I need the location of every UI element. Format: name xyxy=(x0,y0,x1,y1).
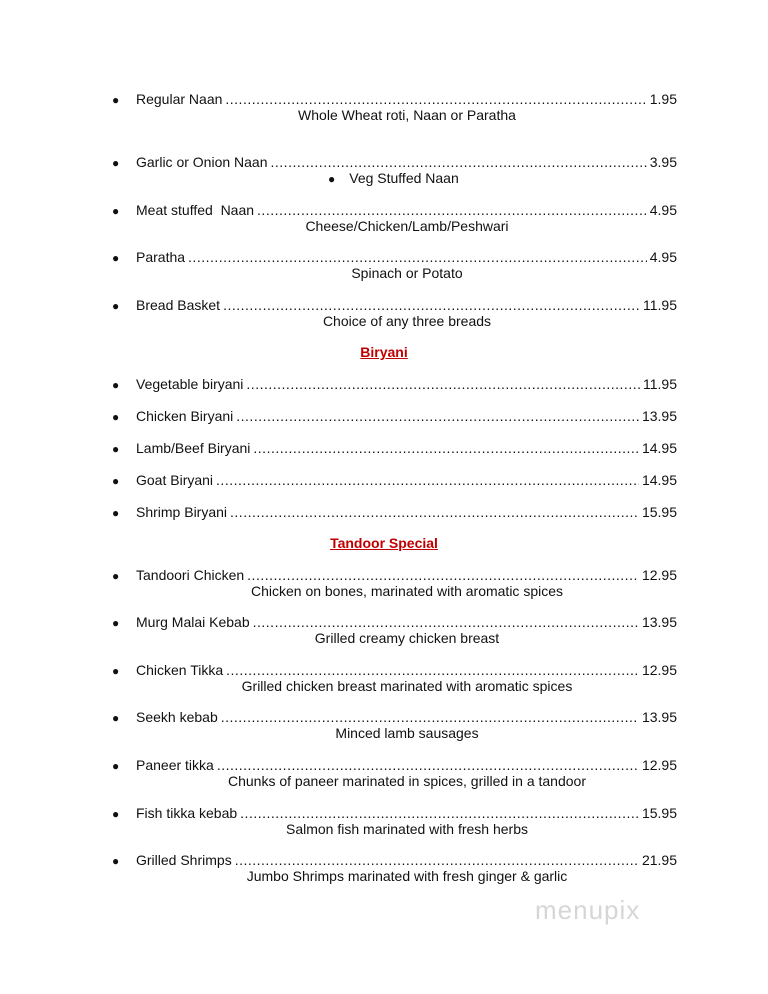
item-name: Seekh kebab xyxy=(136,709,218,725)
item-name: Paratha xyxy=(136,249,186,265)
bullet: ● xyxy=(112,378,120,392)
item-price: 14.95 xyxy=(641,440,677,456)
menupix-watermark: menupix xyxy=(535,895,641,925)
item-name: Lamb/Beef Biryani xyxy=(136,440,251,456)
item-description: Chunks of paneer marinated in spices, grilled in a tandoor xyxy=(228,773,586,789)
item-name: Grilled Shrimps xyxy=(136,852,232,868)
item-description: Chicken on bones, marinated with aromatic spices xyxy=(250,583,564,599)
item-description: Grilled creamy chicken breast xyxy=(314,630,500,646)
bullet: ● xyxy=(112,93,120,107)
item-name: Murg Malai Kebab xyxy=(136,614,250,630)
menu-item xyxy=(112,439,677,457)
bullet: ● xyxy=(112,299,120,313)
item-description: Grilled chicken breast marinated with aromatic spices xyxy=(241,678,573,694)
item-name: Chicken Biryani xyxy=(136,408,234,424)
bullet: ● xyxy=(112,506,120,520)
section-heading-tandoor-special: Tandoor Special xyxy=(330,535,438,551)
dot-leader xyxy=(230,503,639,521)
bullet: ● xyxy=(112,569,120,583)
bullet: ● xyxy=(112,807,120,821)
item-name: Vegetable biryani xyxy=(136,376,244,392)
item-name: Regular Naan xyxy=(136,91,223,107)
bullet: ● xyxy=(112,156,120,170)
menu-item xyxy=(112,375,677,393)
dot-leader xyxy=(253,439,639,457)
menu-item xyxy=(112,153,677,171)
item-description: Salmon fish marinated with fresh herbs xyxy=(286,821,528,837)
item-description: Whole Wheat roti, Naan or Paratha xyxy=(298,107,516,123)
item-price: 12.95 xyxy=(641,662,677,678)
item-price: 15.95 xyxy=(641,504,677,520)
bullet: ● xyxy=(112,854,120,868)
item-description: Cheese/Chicken/Lamb/Peshwari xyxy=(305,218,509,234)
dot-leader xyxy=(271,153,647,171)
item-price: 4.95 xyxy=(649,202,677,218)
bullet: ● xyxy=(112,616,120,630)
bullet: ● xyxy=(112,204,120,218)
bullet: ● xyxy=(112,759,120,773)
item-price: 12.95 xyxy=(641,757,677,773)
item-name: Garlic or Onion Naan xyxy=(136,154,268,170)
section-heading-biryani: Biryani xyxy=(360,344,408,360)
item-name: Veg Stuffed Naan xyxy=(349,170,459,186)
item-price: 13.95 xyxy=(641,709,677,725)
bullet: ● xyxy=(112,711,120,725)
dot-leader xyxy=(236,407,639,425)
item-name: Chicken Tikka xyxy=(136,662,224,678)
bullet: ● xyxy=(112,664,120,678)
item-name: Paneer tikka xyxy=(136,757,214,773)
item-price: 11.95 xyxy=(643,297,677,313)
menu-item xyxy=(112,503,677,521)
item-name: Meat stuffed Naan xyxy=(136,202,255,218)
item-description: Spinach or Potato xyxy=(351,265,463,281)
bullet: ● xyxy=(112,474,120,488)
bullet: ● xyxy=(112,410,120,424)
dot-leader xyxy=(246,375,640,393)
menu-item xyxy=(112,407,677,425)
item-price: 14.95 xyxy=(641,472,677,488)
item-price: 4.95 xyxy=(649,249,677,265)
item-price: 11.95 xyxy=(643,376,677,392)
bullet: ● xyxy=(112,251,120,265)
item-price: 3.95 xyxy=(649,154,677,170)
bullet: ● xyxy=(112,442,120,456)
item-price: 13.95 xyxy=(641,614,677,630)
item-description: Choice of any three breads xyxy=(322,313,492,329)
item-name: Tandoori Chicken xyxy=(136,567,245,583)
item-name: Shrimp Biryani xyxy=(136,504,228,520)
veg-stuffed-naan-item xyxy=(328,169,459,188)
item-name: Bread Basket xyxy=(136,297,221,313)
item-description: Jumbo Shrimps marinated with fresh ginger & garlic xyxy=(246,868,568,884)
item-price: 1.95 xyxy=(649,91,677,107)
bullet: ● xyxy=(328,172,336,186)
item-description: Minced lamb sausages xyxy=(335,725,479,741)
dot-leader xyxy=(216,471,639,489)
item-price: 15.95 xyxy=(641,805,677,821)
item-price: 21.95 xyxy=(641,852,677,868)
item-price: 13.95 xyxy=(641,408,677,424)
item-name: Goat Biryani xyxy=(136,472,214,488)
menu-item xyxy=(112,471,677,489)
item-name: Fish tikka kebab xyxy=(136,805,238,821)
item-price: 12.95 xyxy=(641,567,677,583)
